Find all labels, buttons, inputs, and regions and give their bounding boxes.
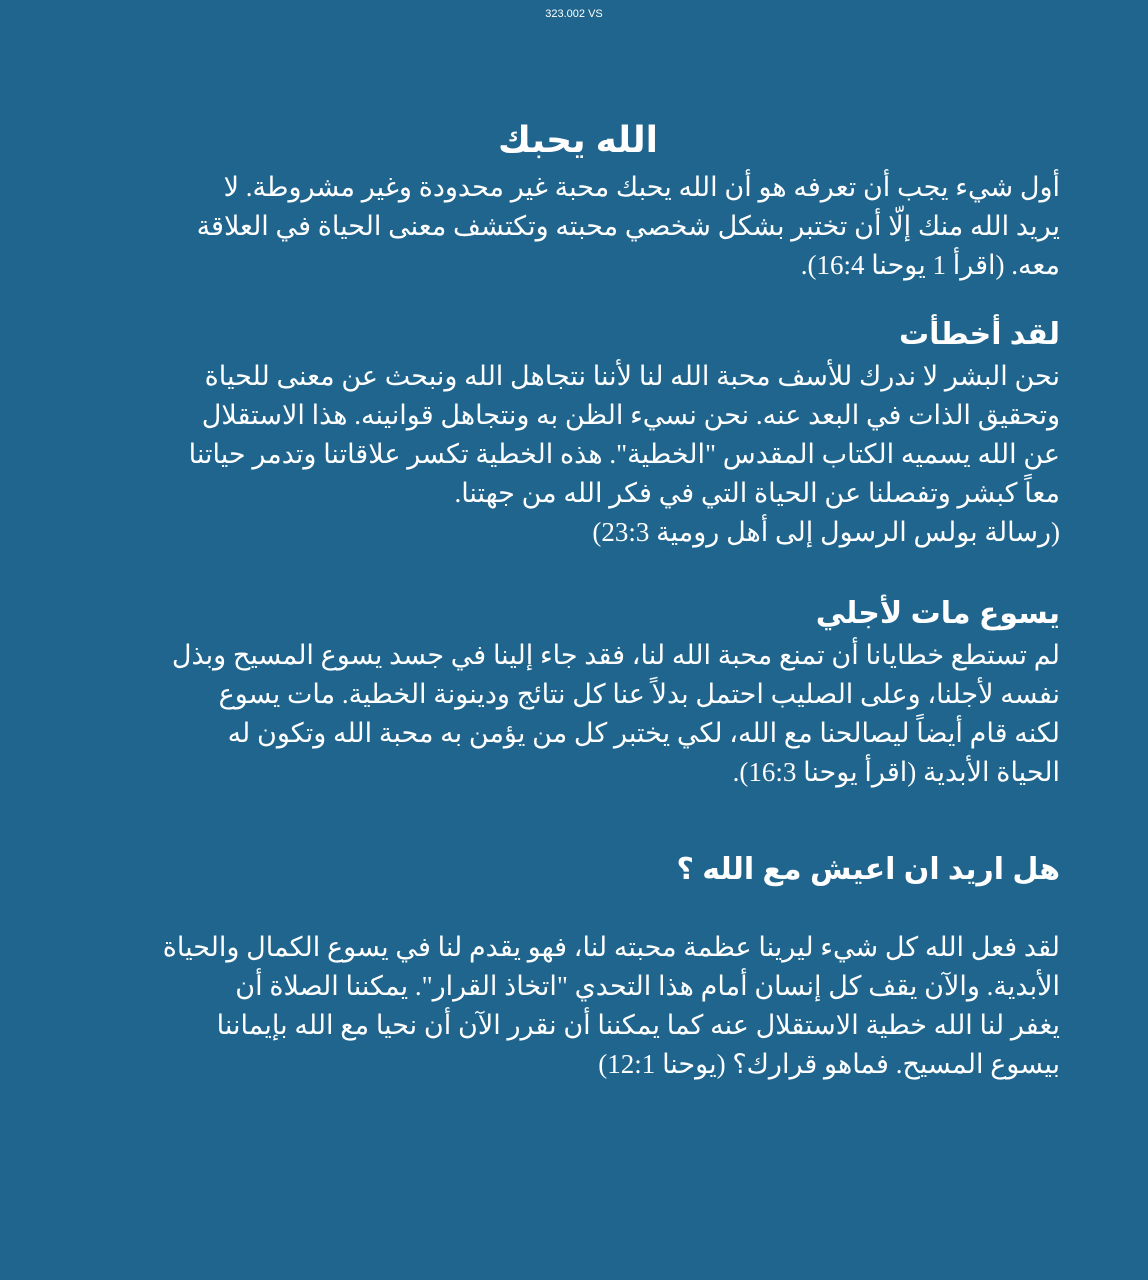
paragraph-line: معاً كبشر وتفصلنا عن الحياة التي في فكر الله من جهتنا. — [454, 478, 1060, 508]
decision-paragraph — [96, 928, 1060, 1084]
paragraph-line: بيسوع المسيح. فماهو قرارك؟ (يوحنا 12:1) — [598, 1049, 1060, 1079]
paragraph-line: أول شيء يجب أن تعرفه هو أن الله يحبك محبة غير محدودة وغير مشروطة. لا — [223, 172, 1060, 202]
scripture-reference: (رسالة بولس الرسول إلى أهل رومية 23:3) — [592, 517, 1060, 547]
paragraph-line: يريد الله منك إلّا أن تختبر بشكل شخصي محبته وتكتشف معنى الحياة في العلاقة — [196, 211, 1060, 241]
paragraph-line: لقد فعل الله كل شيء ليرينا عظمة محبته لنا، فهو يقدم لنا في يسوع الكمال والحياة — [162, 932, 1060, 962]
tract-content — [96, 112, 1060, 1084]
paragraph-line: عن الله يسميه الكتاب المقدس "الخطية". هذه الخطية تكسر علاقاتنا وتدمر حياتنا — [188, 439, 1060, 469]
paragraph-line: معه. (اقرأ 1 يوحنا 16:4). — [800, 250, 1060, 280]
jesus-died-paragraph — [96, 636, 1060, 792]
page-identifier: 323.002 VS — [545, 8, 603, 20]
intro-paragraph — [96, 168, 1060, 285]
paragraph-line: الحياة الأبدية (اقرأ يوحنا 16:3). — [732, 757, 1060, 787]
paragraph-line: لكنه قام أيضاً ليصالحنا مع الله، لكي يختبر كل من يؤمن به محبة الله وتكون له — [227, 718, 1060, 748]
paragraph-line: نحن البشر لا ندرك للأسف محبة الله لنا لأننا نتجاهل الله ونبحث عن معنى للحياة — [204, 361, 1060, 391]
section-heading-decision: هل اريد ان اعيش مع الله ؟ — [676, 853, 1060, 886]
paragraph-line: لم تستطع خطايانا أن تمنع محبة الله لنا، فقد جاء إلينا في جسد يسوع المسيح وبذل — [171, 640, 1060, 670]
section-heading-jesus-died: يسوع مات لأجلي — [815, 597, 1060, 630]
sin-paragraph — [96, 357, 1060, 552]
paragraph-line: الأبدية. والآن يقف كل إنسان أمام هذا التحدي "اتخاذ القرار". يمكننا الصلاة أن — [235, 971, 1060, 1001]
paragraph-line: وتحقيق الذات في البعد عنه. نحن نسيء الظن به ونتجاهل قوانينه. هذا الاستقلال — [201, 400, 1060, 430]
page-title: الله يحبك — [497, 119, 659, 160]
paragraph-line: يغفر لنا الله خطية الاستقلال عنه كما يمكننا أن نقرر الآن أن نحيا مع الله بإيماننا — [216, 1010, 1060, 1040]
paragraph-line: نفسه لأجلنا، وعلى الصليب احتمل بدلاً عنا كل نتائج ودينونة الخطية. مات يسوع — [218, 679, 1060, 709]
section-heading-sin: لقد أخطأت — [898, 318, 1060, 351]
